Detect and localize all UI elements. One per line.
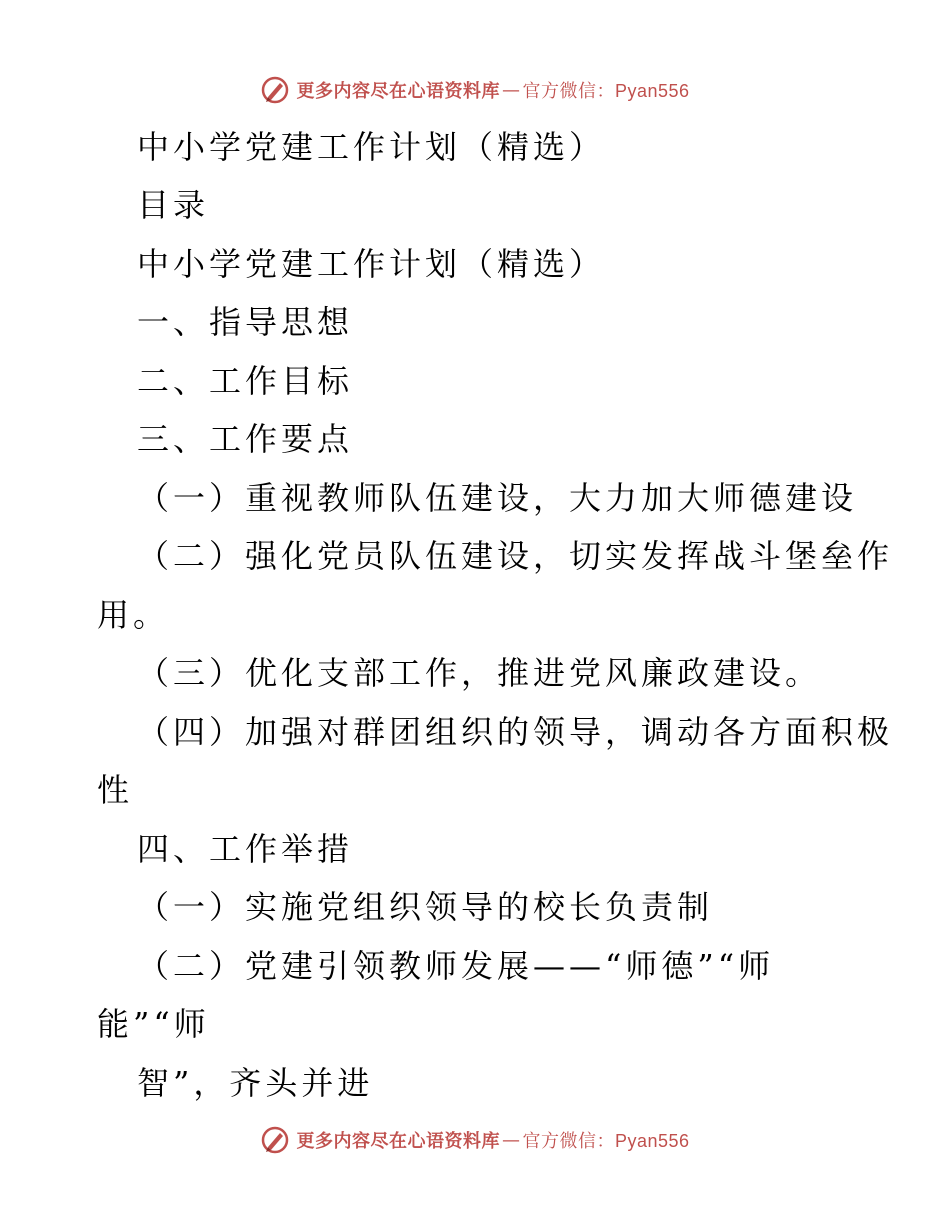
- toc-item: 二、工作目标: [137, 362, 354, 400]
- toc-heading: 目录: [137, 186, 210, 224]
- toc-subitem: （二）强化党员队伍建设，切实发挥战斗堡垒作: [137, 537, 894, 575]
- toc-subitem-continuation: 能”“师: [97, 1005, 210, 1043]
- footer-watermark: [0, 1120, 950, 1160]
- toc-subitem-continuation: 用。: [97, 596, 170, 634]
- watermark-wechat-text: 官方微信：Pyan556: [522, 1131, 690, 1151]
- toc-item: 中小学党建工作计划（精选）: [137, 245, 606, 283]
- toc-item: 三、工作要点: [137, 420, 354, 458]
- watermark-wechat-text: 官方微信：Pyan556: [522, 81, 690, 101]
- header-watermark: [0, 70, 950, 110]
- toc-item: 一、指导思想: [137, 303, 354, 341]
- watermark-separator: —: [501, 79, 521, 101]
- watermark-separator: —: [501, 1129, 521, 1151]
- toc-subitem-continuation: 性: [97, 771, 134, 809]
- toc-subitem: （一）重视教师队伍建设，大力加大师德建设: [137, 479, 858, 517]
- document-title: 中小学党建工作计划（精选）: [137, 128, 606, 166]
- toc-subitem: （四）加强对群团组织的领导，调动各方面积极: [137, 713, 894, 751]
- toc-subitem: （三）优化支部工作，推进党风廉政建设。: [137, 654, 822, 692]
- pen-logo-icon: [260, 75, 290, 105]
- toc-item: 四、工作举措: [137, 830, 354, 868]
- toc-subitem: （二）党建引领教师发展——“师德”“师: [137, 947, 775, 985]
- watermark-main-text: 更多内容尽在心语资料库: [296, 81, 500, 102]
- toc-subitem-continuation: 智”，齐头并进: [137, 1064, 374, 1102]
- toc-subitem: （一）实施党组织领导的校长负责制: [137, 888, 714, 926]
- watermark-main-text: 更多内容尽在心语资料库: [296, 1131, 500, 1152]
- pen-logo-icon: [260, 1125, 290, 1155]
